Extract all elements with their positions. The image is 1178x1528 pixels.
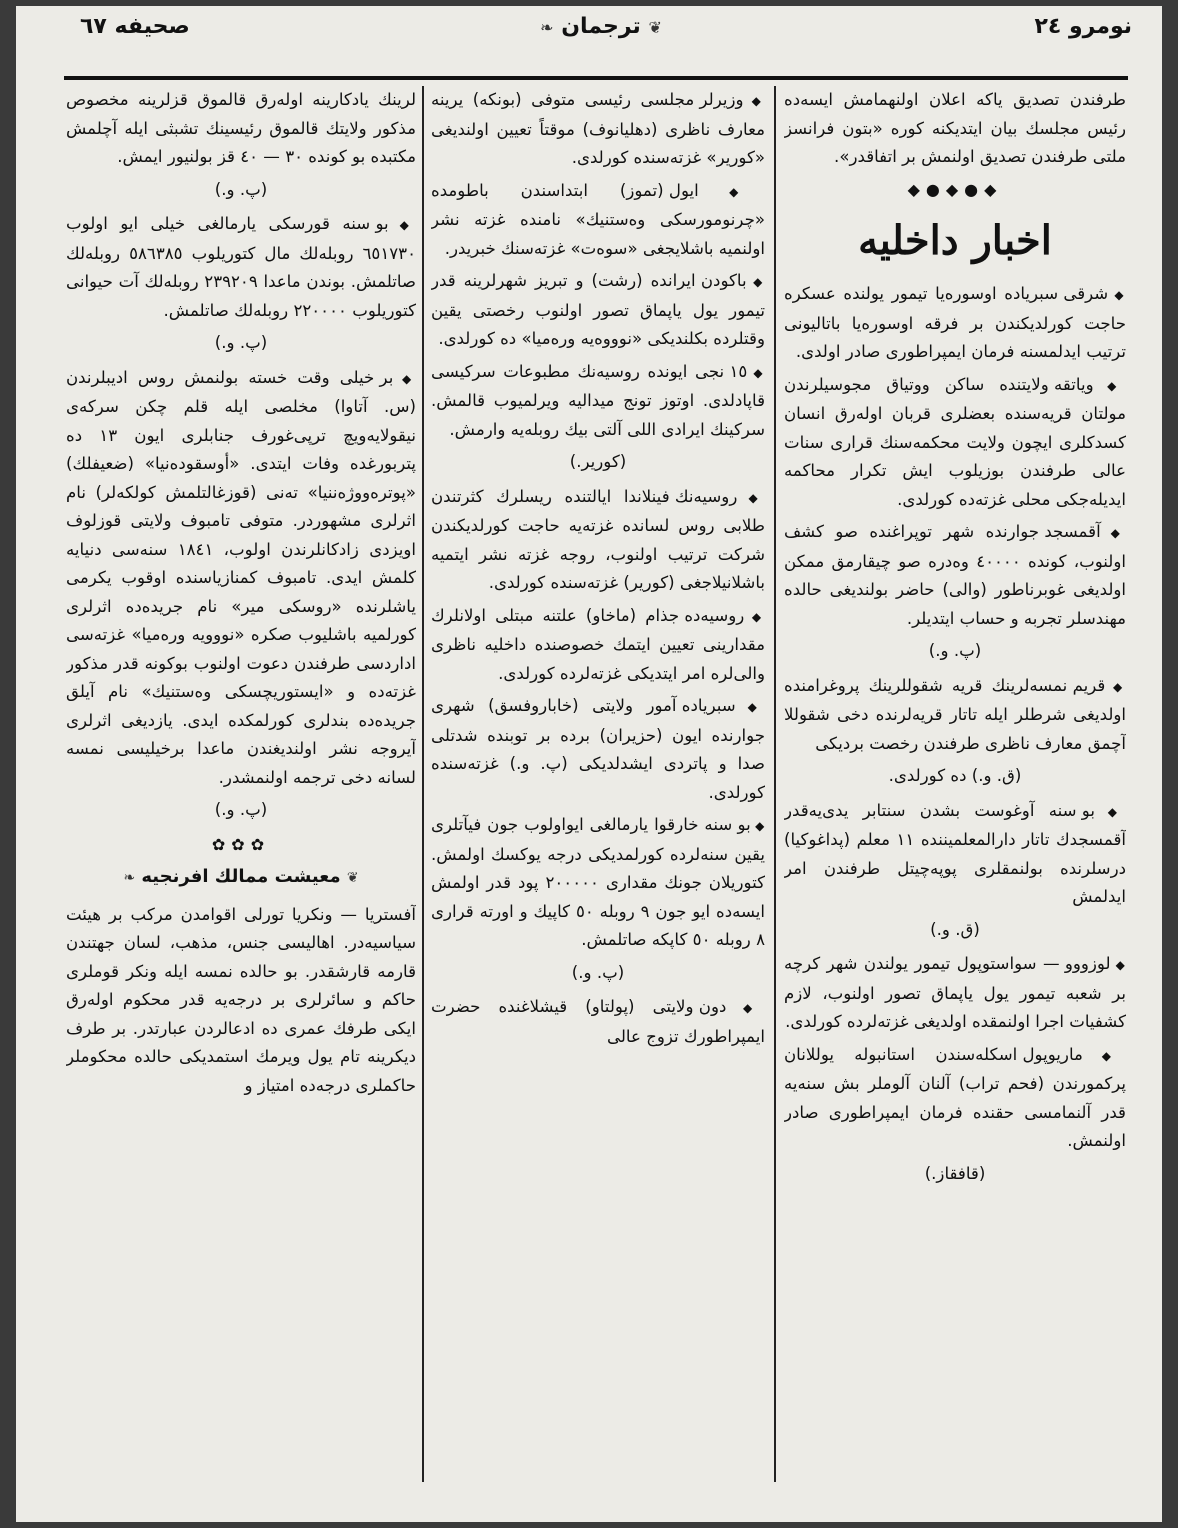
news-text: [431, 483, 765, 598]
news-text-body: آقمسجد جوارنده شهر توپراغنده صو کشف اولنوب، کونده ٤٠٠٠٠ وه‌دره صو چیقارمق ممکن اولدیغی غوبرناطور (والی) حاضر بولندیغی حالده مهندسلر تجربه و حساب ایتدیلر.: [784, 522, 1126, 628]
continued-text: لرینك یادکارینه اوله‌رق قالموق قزلرینه مخصوص مذکور ولایتك قالموق رئیسینك تشبثی ایله آچلمش مکتبده بو کونده ٣٠ — ٤٠ قز بولنیور ایمش.: [66, 90, 416, 166]
bullet-icon: ◆: [750, 819, 765, 833]
news-text-body: لوزووو — سواستوپول تیمور یولندن شهر کرچه بر شعبه تیمور یول یاپماق تصور اولنوب، لازم کشفیات اجرا اولنمقده اولدیغی غزته‌لرده کورلدی.: [784, 954, 1126, 1031]
news-text-body: بو سنه قورسکی یارمالغی خیلی ایو اولوب ٦٥١٧٣٠ روبله‌لك مال کتوریلوب ٥٨٦٣٨٥ روبله‌لك صاتلمش. بوندن ماعدا ٢٣٩٢٠٩ روبله‌لك آت حیوانی کتوریلوب ٢٢٠٠٠٠ روبله‌لك صاتلمش.: [66, 214, 416, 320]
bullet-icon: ◆: [698, 184, 765, 199]
news-text: [66, 210, 416, 325]
bullet-icon: ◆: [388, 218, 416, 232]
news-source: (پ. و.): [214, 800, 268, 819]
section-title-domestic-news: اخبار داخلیه: [858, 217, 1052, 264]
ornament-icon: ❦: [346, 870, 359, 886]
news-text-body: سبریاده آمور ولایتی (خاباروفسق) شهری جوارنده ایون (حزیران) برده بر توبنده شدتلی صدا و پاتردی ایشدلدیکی (پ. و.) غزته‌سنده کورلدی.: [431, 696, 765, 802]
news-source: (کوریر.): [569, 452, 627, 471]
news-text-body: بو سنه آوغوست بشدن سنتابر یدی‌یه‌قدر آقمسجدك تاتار دارالمعلمیننده ١١ معلم (پداغوکیا) درسلرنده بولنمقلری پوپه‌چیتل طرفندن امر ایدلمش: [784, 800, 1126, 906]
news-source: (پ. و.): [214, 333, 268, 352]
bullet-icon: ◆: [737, 490, 765, 505]
bullet-icon: ◆: [1093, 378, 1126, 393]
news-item: [784, 797, 1126, 945]
bullet-icon: ◆: [393, 371, 416, 386]
continued-text: طرفندن تصدیق یاکه اعلان اولنهمامش ایسه‌ده رئیس مجلسك بیان ایتدیکنه کوره «بتون فرانسز ملتی طرفندن تصدیق اولنمش بر اتفاقدر».: [784, 90, 1126, 166]
bullet-icon: ◆: [1105, 679, 1126, 694]
news-text-body: شرقی سبریاده اوسوره‌یا تیمور یولنده عسکره حاجت کورلدیکندن بر فرقه اوسوره‌یا باتالیونی ترتیب ایدلمسنه فرمان ایمپراطوری صادر اولدی.: [784, 284, 1126, 361]
news-item: [784, 280, 1126, 367]
news-text-body: بو سنه خارقوا یارمالغی ایواولوب جون فیآتلری یقین سنه‌لرده کورلمدیکی درجه یوکسك اولمش. کتوریلان جونك مقداری ٢٠٠٠٠٠ پود قدر اولمش ایسه‌ده ایو جون ٩ روبله ٥٠ کاپیك و اورته قراری ٨ روبله ٥٠ کاپکه صاتلمش.: [431, 815, 765, 949]
news-source: (پ. و.): [571, 962, 625, 982]
bullet-icon: ◆: [746, 275, 765, 289]
news-item: [784, 1041, 1126, 1189]
article-text: آفستریا — ونکریا تورلی اقوامدن مرکب بر هیئت سیاسیه‌در. اهالیسی جنس، مذهب، لسان جهتندن قارمه قارشقدر. بو حالده نمسه ایله ونکر قوملری حاکم و سائرلری بر درجه‌یه قدر محکوم اوله‌رق ایکی طرفك عمری ده ادعالردن عبارتدر. بر طرف دیکرینه تام یول ویرمك استمدیکی حالده محکوملر حاکملری درجه‌ده امتیاز و: [66, 904, 416, 1095]
news-text: [784, 950, 1126, 1037]
news-item: [784, 518, 1126, 666]
column-middle: [431, 86, 765, 1504]
news-item: [431, 602, 765, 689]
news-text: [431, 358, 765, 445]
news-source: (ق. و.): [930, 919, 980, 939]
column-left: [66, 86, 416, 1504]
news-text: [784, 518, 1126, 633]
news-text: [431, 177, 765, 264]
news-source: (ق. و.) ده کورلدی.: [888, 766, 1022, 785]
news-item: [431, 86, 765, 173]
news-text-body: بر خیلی وقت خسته بولنمش روس ادیبلرندن (س. آتاوا) مخلصی ایله قلم چکن سرکه‌ی نیقولایه‌ویچ ترپی‌غورف جنابلری ایون ١٣ ده پتربورغده وفات ایتدی. «أوسقوده‌نیا» (ضعیفلك) «پوتره‌ووژه‌ننیا» ته‌نی (قوزغالتلمش کولکه‌لر) نام اثرلری مشهوردر. متوفی تامبوف ولایتی قوزلوف اویزدی زادکانلرندن اولوب، ١٨٤١ سنه‌سی دنیایه کلمش ایدی. تامبوف کمنازیاسنده اوقوب یکرمی یاشلرنده «روسکی میر» نام جریده‌ده اثرلری کورلمیه باشلیوب صکره «نووویه وره‌میا» غزته‌سی اداردسی طرفندن دعوت اولنوب بوکونه قدر مذکور غزته‌ده و «ایستوریچسکی وه‌ستنیك» نام آیلق جریده‌ده بندلری کورلمکده ایدی. یازدیغی اثرلری آیروجه نشر اولندیغندن ماعدا برخیلیسی نمسه لسانه دخی ترجمه اولنمشدر.: [66, 367, 416, 787]
newspaper-page: [16, 6, 1162, 1522]
news-source: (پ. و.): [214, 179, 268, 199]
bullet-icon: ◆: [743, 94, 765, 108]
news-item: [431, 993, 765, 1051]
news-item: [784, 371, 1126, 515]
page-number: صحیفه ٦٧: [80, 14, 190, 39]
news-text: [784, 797, 1126, 912]
bullet-icon: ◆: [747, 365, 765, 380]
news-text: [431, 602, 765, 689]
news-text-body: ایول (تموز) ابتداسندن باطومده «چرنومورسکی وه‌ستنیك» نامنده غزته نشر اولنمیه باشلایجغی «سوه‌ت» غزته‌سنك خبریدر.: [431, 180, 765, 258]
news-text: [784, 1041, 1126, 1156]
news-item: [784, 950, 1126, 1037]
bullet-icon: ◆: [735, 700, 765, 714]
ornament-right-icon: ❧: [540, 18, 554, 37]
news-text: [431, 811, 765, 955]
news-item: [66, 364, 416, 825]
news-list: [431, 86, 765, 1051]
news-text: [784, 672, 1126, 759]
bullet-icon: ◆: [744, 609, 765, 624]
ornament-left-icon: ❦: [648, 18, 662, 37]
header-rule: [64, 76, 1128, 80]
news-item: [431, 177, 765, 264]
news-item: [431, 692, 765, 807]
column-divider: [774, 86, 776, 1482]
masthead: [506, 14, 696, 54]
news-list: [66, 210, 416, 825]
news-text-body: وزیرلر مجلسی رئیسی متوفی (بونکه) یرینه معارف ناظری (دهلیانوف) موقتاً تعیین اولندیغی «کوریر» غزته‌سنده کورلدی.: [431, 90, 765, 167]
bullet-icon: ◆: [1082, 1048, 1126, 1063]
news-source: (قافقاز.): [924, 1163, 986, 1183]
ornament-icon: ❧: [123, 870, 136, 886]
news-item: [431, 811, 765, 987]
news-text: [431, 993, 765, 1051]
news-text-body: روسیه‌ده جذام (ماخاو) علتنه مبتلی اولانلرك مقدارینی تعیین ایتمك خصوصنده داخلیه ناظری والی‌لره امر ایتدیکی غزته‌لرده کورلدی.: [431, 605, 765, 683]
news-item: [431, 267, 765, 354]
news-text-body: روسیه‌نك فینلاندا ایالتنده ریسلرك کثرتندن طلابی روس لسانده غزته‌یه حاجت کورلدیکندن شرکت ترتیب اولنوب، روجه غزته نشر ایتمیه باشلانیلاجغی (کوریر) غزته‌سنده کورلدی.: [431, 486, 765, 592]
news-item: [431, 358, 765, 477]
bullet-icon: ◆: [1110, 958, 1126, 972]
news-item: [66, 210, 416, 358]
column-right: [784, 86, 1126, 1504]
news-text-body: قریم نمسه‌لرینك قریه شقوللرینك پروغرامنده اولدیغی شرطلر ایله تاتار قریه‌لرنده دخی شقوللا آچمق معارف ناظری طرفندن رخصت بردیکی: [784, 675, 1126, 753]
news-text-body: ویاتقه ولایتنده ساکن ووتیاق مجوسیلرندن مولتان قریه‌سنده بعضلری قربان اوله‌رق انسان کسدکلری ایچون ولایت محکمه‌سنك قراری سنات عالی طرفندن بوزیلوب ایش تکرار محاکمه ایدیله‌جکی محلی غزته‌ده کورلدی.: [784, 374, 1126, 509]
news-text: [66, 364, 416, 793]
news-list: [784, 280, 1126, 1188]
bullet-icon: ◆: [1108, 288, 1126, 302]
newspaper-title: ترجمان: [561, 14, 641, 39]
news-text: [784, 280, 1126, 367]
news-item: [784, 672, 1126, 791]
news-text: [431, 267, 765, 354]
news-text: [431, 86, 765, 173]
news-text: [431, 692, 765, 807]
section-title-european-life: [66, 863, 416, 893]
news-source: (پ. و.): [928, 641, 982, 660]
news-item: [431, 483, 765, 598]
section-title-text: معیشت ممالك افرنجیه: [141, 866, 341, 887]
news-text-body: باکودن ایرانده (رشت) و تبریز شهرلرینه قدر تیمور یول یاپماق تصور اولنوب رخصتی یقین وقتلرده بکلندیکی «نوووه‌یه وره‌میا» ده کورلدی.: [431, 271, 765, 348]
column-divider: [422, 86, 424, 1482]
news-text-body: ماریوپول اسکله‌سندن استانبوله یوللانان پرکمورندن (فحم تراب) آلنان آلوملر بش سنه‌یه قدر آلنمامسی حقنده فرمان ایمپراطوری صادر اولنمش.: [784, 1044, 1126, 1150]
news-text: [784, 371, 1126, 515]
separator-ornament: ◆●◆●◆: [907, 179, 1003, 199]
news-text-body: دون ولایتی (پولتاو) قیشلاغنده حضرت ایمپراطورك تزوج عالی: [431, 997, 765, 1046]
bullet-icon: ◆: [1094, 804, 1126, 819]
issue-number: نومرو ٢٤: [1034, 14, 1132, 39]
news-text-body: ١٥ نجی ایونده روسیه‌نك مطبوعات سرکیسی قاپادلدی. اوتوز تونج میدالیه ویرلمیوب قالمش. سرکینك ایرادی اللی آلتی بیك روبله‌یه وارمش.: [431, 361, 765, 439]
bullet-icon: ◆: [1100, 526, 1126, 540]
separator-ornament: ✿✿✿: [211, 834, 271, 854]
bullet-icon: ◆: [726, 1001, 765, 1015]
